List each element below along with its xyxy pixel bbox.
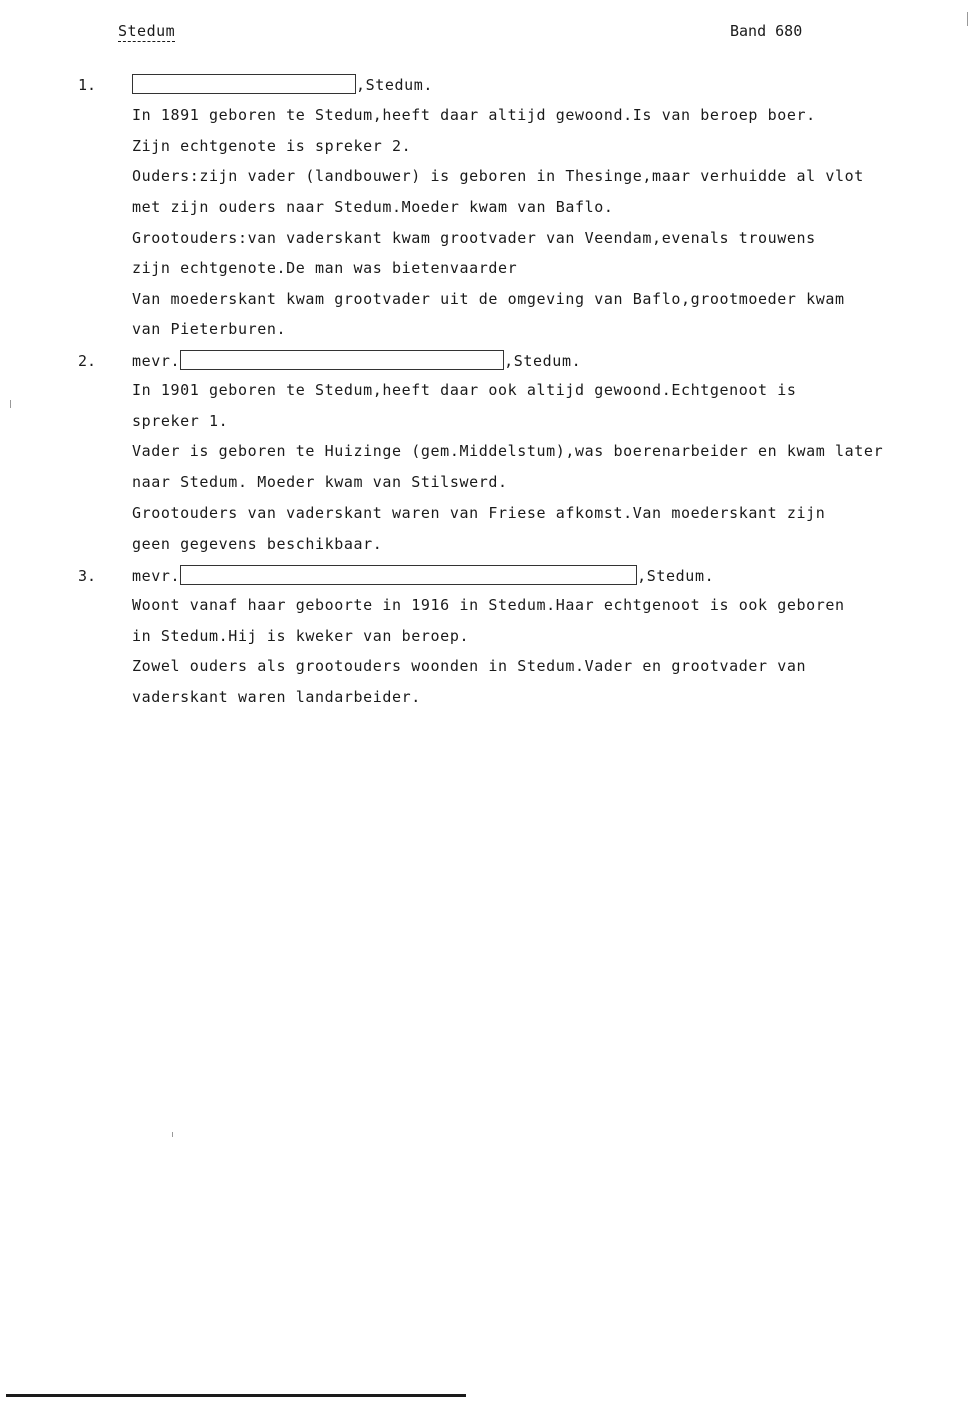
redacted-name-box [180, 350, 504, 370]
entry-2-line-1: In 1901 geboren te Stedum,heeft daar ook altijd gewoond.Echtgenoot is [132, 381, 797, 399]
scan-mark [172, 1132, 173, 1137]
entry-2-name-line [132, 350, 581, 370]
entry-1-name-suffix: ,Stedum. [356, 76, 434, 94]
entry-1-line-6: zijn echtgenote.De man was bietenvaarder [132, 259, 518, 277]
entry-2-name-prefix: mevr. [132, 352, 181, 370]
entry-3-name-prefix: mevr. [132, 567, 181, 585]
entry-3-line-1: Woont vanaf haar geboorte in 1916 in Stedum.Haar echtgenoot is ook geboren [132, 596, 845, 614]
entry-3-line-4: vaderskant waren landarbeider. [132, 688, 421, 706]
bottom-rule [6, 1394, 466, 1397]
redacted-name-box [180, 565, 637, 585]
entry-1-line-3: Ouders:zijn vader (landbouwer) is geboren in Thesinge,maar verhuidde al vlot [132, 167, 864, 185]
scan-mark [967, 12, 968, 26]
entry-2-name-suffix: ,Stedum. [504, 352, 582, 370]
entry-1-line-7: Van moederskant kwam grootvader uit de omgeving van Baflo,grootmoeder kwam [132, 290, 845, 308]
entry-1-line-2: Zijn echtgenote is spreker 2. [132, 137, 412, 155]
entry-1-number: 1. [78, 76, 97, 94]
entry-1-line-4: met zijn ouders naar Stedum.Moeder kwam van Baflo. [132, 198, 614, 216]
entry-2-line-4: naar Stedum. Moeder kwam van Stilswerd. [132, 473, 508, 491]
entry-3-line-2: in Stedum.Hij is kweker van beroep. [132, 627, 470, 645]
entry-3-line-3: Zowel ouders als grootouders woonden in Stedum.Vader en grootvader van [132, 657, 807, 675]
entry-2-line-2: spreker 1. [132, 412, 229, 430]
header-place-name: Stedum [118, 22, 176, 40]
entry-3-name-suffix: ,Stedum. [637, 567, 715, 585]
entry-2-line-3: Vader is geboren te Huizinge (gem.Middelstum),was boerenarbeider en kwam later [132, 442, 884, 460]
header-band-number: Band 680 [730, 22, 803, 40]
entry-2-line-5: Grootouders van vaderskant waren van Friese afkomst.Van moederskant zijn [132, 504, 826, 522]
entry-3-number: 3. [78, 567, 97, 585]
entry-2-number: 2. [78, 352, 97, 370]
entry-1-line-1: In 1891 geboren te Stedum,heeft daar altijd gewoond.Is van beroep boer. [132, 106, 816, 124]
entry-1-line-5: Grootouders:van vaderskant kwam grootvader van Veendam,evenals trouwens [132, 229, 816, 247]
entry-3-name-line [132, 565, 714, 585]
entry-1-line-8: van Pieterburen. [132, 320, 287, 338]
entry-1-name-line [132, 74, 433, 94]
scan-mark [10, 400, 11, 408]
entry-2-line-6: geen gegevens beschikbaar. [132, 535, 383, 553]
redacted-name-box [132, 74, 356, 94]
